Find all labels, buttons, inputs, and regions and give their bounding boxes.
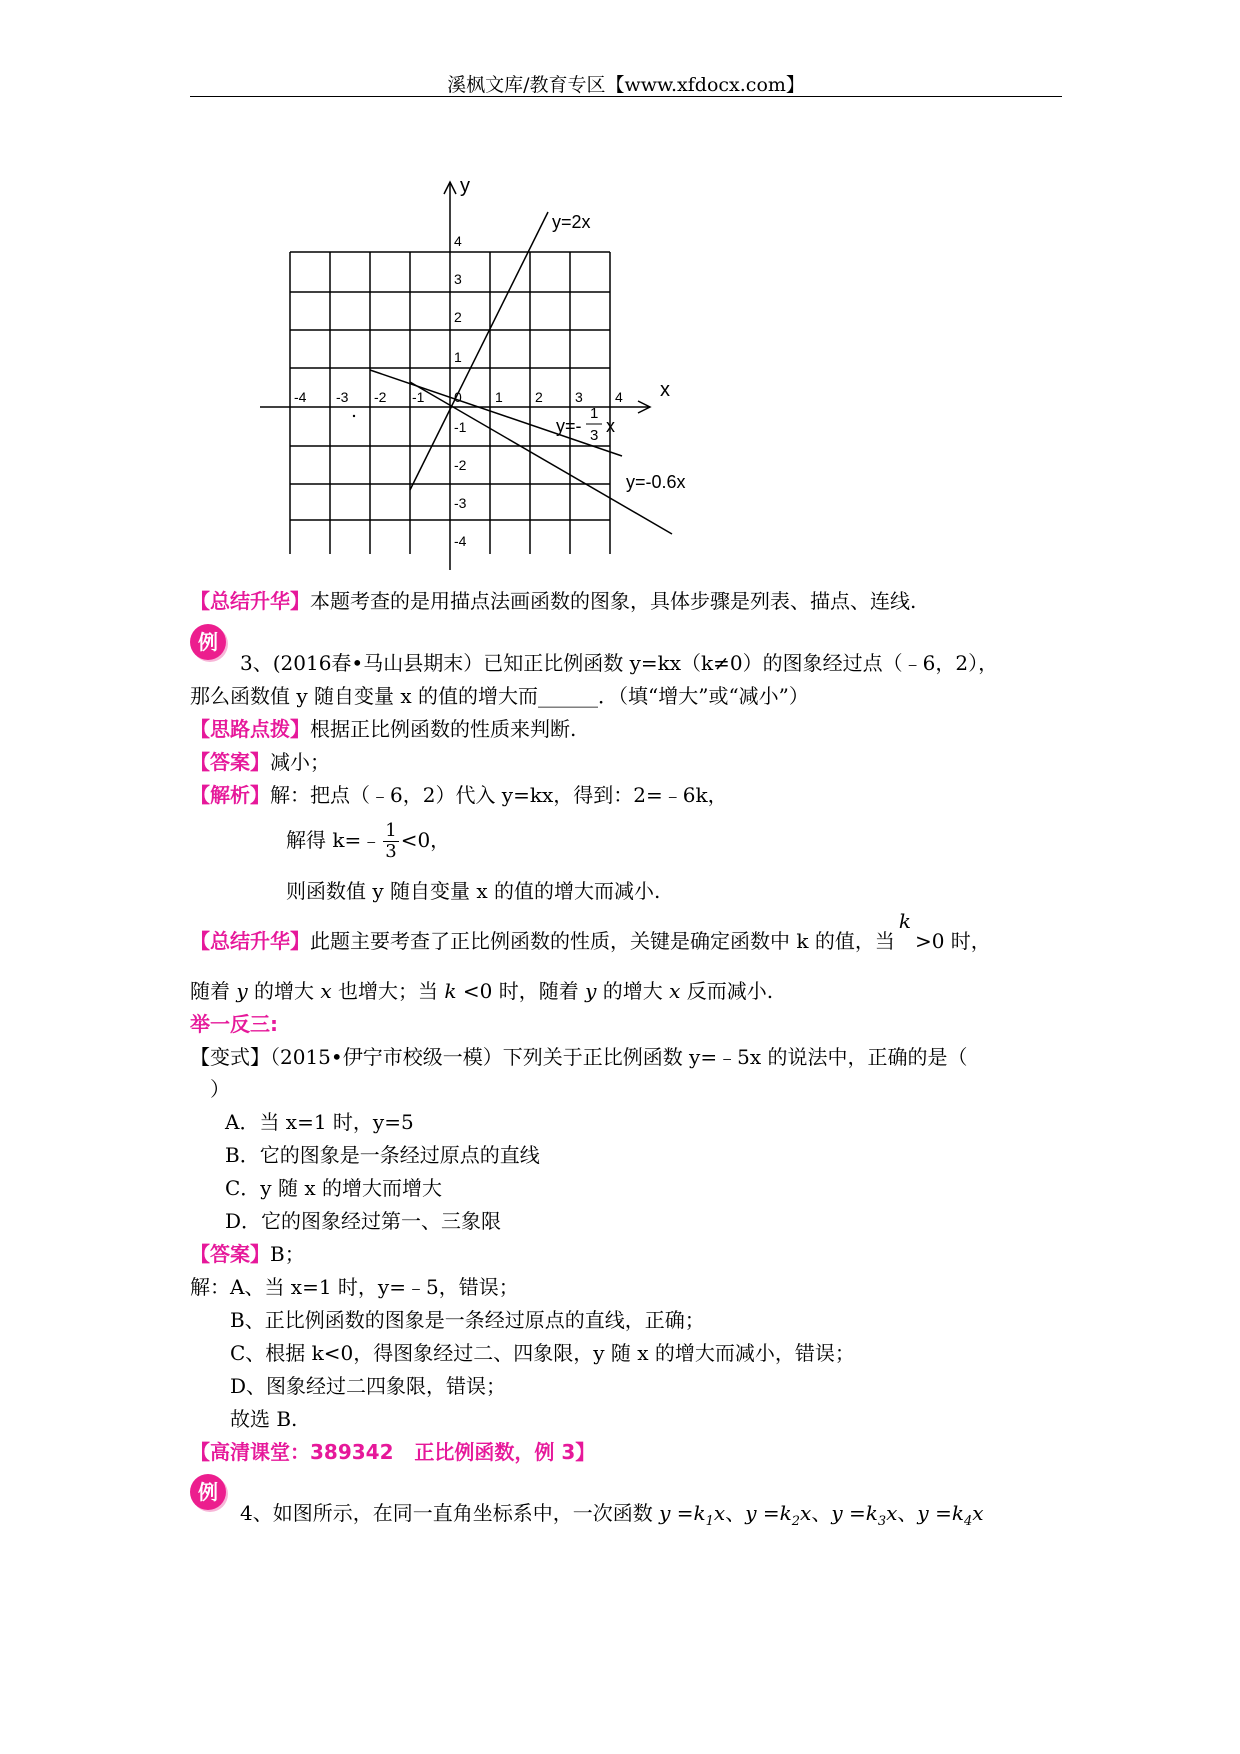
label-y-2x: y=2x (552, 212, 591, 232)
formula-4: $y =k_4x$ (917, 1501, 984, 1529)
example-badge: 例 (190, 1474, 226, 1510)
header-rule (190, 96, 1062, 97)
y-tick: -3 (454, 495, 467, 511)
answer-tag: 【答案】 (190, 1242, 270, 1266)
x-tick: 0 (454, 389, 462, 405)
y-tick: 3 (454, 271, 462, 287)
summary-tag: 【总结升华】 (190, 929, 310, 953)
solution-line-4: D、图象经过二四象限，错误； (230, 1374, 507, 1398)
label-y-0-6x: y=-0.6x (626, 472, 686, 492)
hint-text: 根据正比例函数的性质来判断. (310, 717, 577, 741)
hint (190, 716, 576, 742)
stray-dot (353, 415, 355, 417)
practice-title: 举一反三: (190, 1012, 278, 1036)
line-y-third-x (370, 370, 622, 456)
x-tick: 3 (575, 389, 583, 405)
x-tick: -4 (294, 389, 307, 405)
solution-line-3: C、根据 k<0，得图象经过二、四象限，y 随 x 的增大而减小，错误； (230, 1341, 855, 1365)
y-tick: 2 (454, 309, 462, 325)
x-tick: -1 (412, 389, 425, 405)
solution-line-5: 故选 B. (230, 1407, 298, 1431)
svg-text:y=-: y=- (556, 416, 582, 436)
x-tick: -2 (374, 389, 387, 405)
variant-line-1: 【变式】（2015•伊宁市校级一模）下列关于正比例函数 y=﹣5x 的说法中，正确的是（ (190, 1045, 968, 1069)
formula-1: $y =k_1x$ (659, 1501, 726, 1529)
example-badge: 例 (190, 624, 226, 660)
svg-text:x: x (606, 416, 615, 436)
answer-text: 减小； (270, 750, 330, 774)
option-b: B．它的图象是一条经过原点的直线 (225, 1143, 540, 1167)
fraction-one-third: $\frac{1}{3}$ (385, 820, 397, 862)
function-graph (250, 170, 750, 580)
line-y-2x (410, 212, 548, 490)
y-tick: -2 (454, 457, 467, 473)
svg-text:3: 3 (590, 427, 599, 444)
formula-3: $y =k_3x$ (831, 1501, 898, 1529)
y-tick: 1 (454, 349, 462, 365)
x-tick: 4 (615, 389, 623, 405)
x-axis-label: x (660, 379, 670, 401)
svg-text:1: 1 (590, 405, 599, 422)
page-header: 溪枫文库/教育专区【www.xfdocx.com】 (447, 74, 805, 96)
formula-2: $y =k_2x$ (745, 1501, 812, 1529)
analysis (190, 782, 728, 808)
summary-2: 【总结升华】此题主要考查了正比例函数的性质，关键是确定函数中 k 的值，当k>0 时， (190, 909, 991, 953)
option-c: C．y 随 x 的增大而增大 (225, 1176, 442, 1200)
option-d: D．它的图象经过第一、三象限 (225, 1209, 502, 1233)
answer-1 (190, 749, 330, 775)
label-y-third-x (556, 405, 615, 444)
y-tick: -1 (454, 419, 467, 435)
analysis-line-3: 则函数值 y 随自变量 x 的值的增大而减小. (286, 879, 661, 903)
y-axis-label: y (460, 175, 470, 197)
option-a: A．当 x=1 时，y=5 (225, 1110, 414, 1134)
answer-text: B； (270, 1242, 305, 1266)
variant-line-2: ） (210, 1077, 230, 1101)
example-3-line-2: 那么函数值 y 随自变量 x 的值的增大而______．（填“增大”或“减小”） (190, 684, 809, 708)
answer-2 (190, 1241, 305, 1267)
solution-line-2: B、正比例函数的图象是一条经过原点的直线，正确； (230, 1308, 705, 1332)
x-tick: 2 (535, 389, 543, 405)
analysis-text: 解：把点（﹣6，2）代入 y=kx，得到：2=﹣6k， (270, 783, 728, 807)
x-tick: 1 (495, 389, 503, 405)
example-3-line-1: 3、(2016春•马山县期末）已知正比例函数 y=kx（k≠0）的图象经过点（﹣6，2）， (240, 651, 999, 675)
analysis-tag: 【解析】 (190, 783, 270, 807)
y-tick: -4 (454, 533, 467, 549)
classroom-note: 【高清课堂：389342 正比例函数，例 3】 (190, 1440, 596, 1464)
analysis-line-2: 解得 k=﹣ $\frac{1}{3}$ <0， (286, 820, 451, 862)
summary-2-line-2: 随着 y 的增大 x 也增大；当 k <0 时，随着 y 的增大 x 反而减小. (190, 979, 774, 1003)
example-4-line: 4、如图所示，在同一直角坐标系中，一次函数 $y =k_1x$、$y =k_2x$、$y =k_3x$、$y =k_4x$ (240, 1501, 984, 1529)
answer-tag: 【答案】 (190, 750, 270, 774)
solution-line-1: 解：A、当 x=1 时，y=﹣5，错误； (190, 1275, 519, 1299)
x-tick: -3 (336, 389, 349, 405)
hint-tag: 【思路点拨】 (190, 717, 310, 741)
summary-text: 本题考查的是用描点法画函数的图象，具体步骤是列表、描点、连线. (310, 589, 917, 613)
summary-1 (190, 588, 916, 614)
summary-tag: 【总结升华】 (190, 589, 310, 613)
y-tick: 4 (454, 233, 462, 249)
